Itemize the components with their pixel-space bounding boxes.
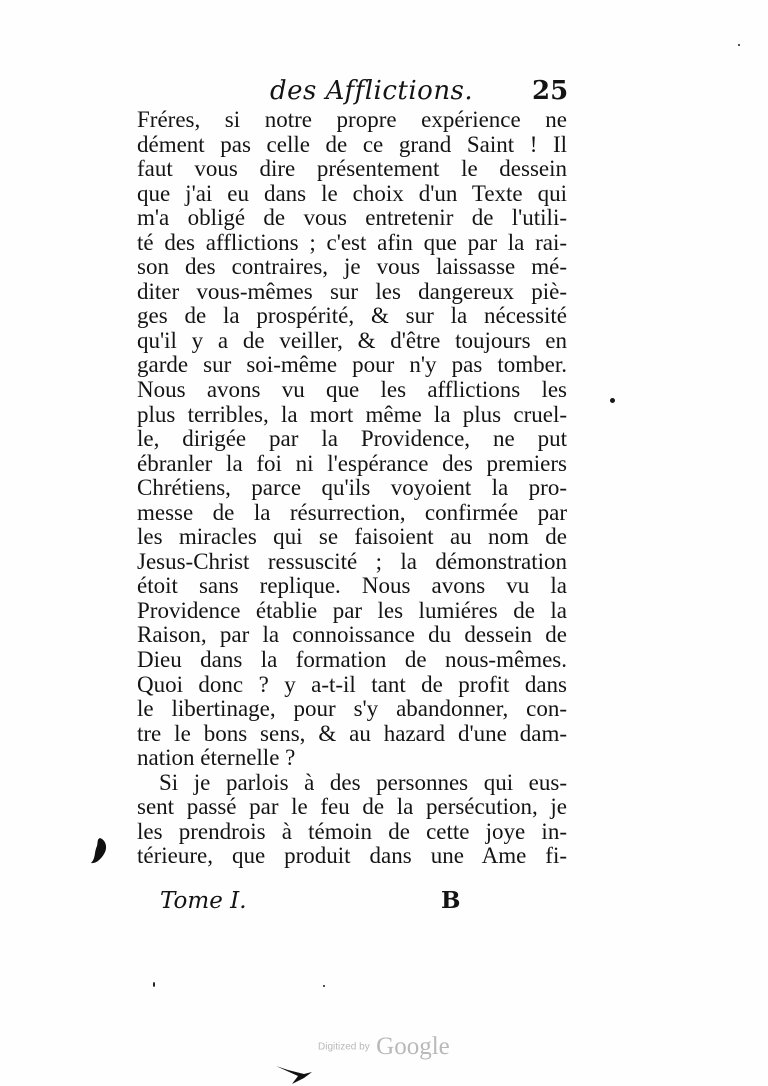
text-line: tre le bons sens, & au hazard d'une dam-: [137, 720, 567, 746]
text-line: Chrétiens, parce qu'ils voyoient la pro-: [137, 475, 567, 501]
page-number: 25: [532, 76, 569, 106]
text-line: Fréres, si notre propre expérience ne: [137, 107, 567, 132]
text-line: dément pas celle de ce grand Saint ! Il: [137, 131, 567, 157]
text-line: garde sur soi-même pour n'y pas tomber.: [137, 352, 567, 378]
text-line: térieure, que produit dans une Ame fi-: [137, 843, 567, 869]
text-line: Dieu dans la formation de nous-mêmes.: [137, 647, 567, 673]
scan-speck: [153, 982, 155, 987]
text-line: ges de la prospérité, & sur la nécessité: [137, 303, 567, 329]
running-head: [140, 74, 570, 108]
text-line: les prendrois à témoin de cette joye in-: [137, 818, 567, 844]
running-title: des Afflictions.: [270, 76, 474, 106]
text-line: étoit sans replique. Nous avons vu la: [137, 573, 567, 599]
text-line: son des contraires, je vous laissasse mé-: [137, 254, 567, 280]
text-line: m'a obligé de vous entretenir de l'utili-: [137, 205, 567, 231]
volume-label: Tome I.: [160, 888, 247, 914]
text-line: diter vous-mêmes sur les dangereux piè-: [137, 278, 567, 304]
text-line: ébranler la foi ni l'espérance des premiers: [137, 450, 567, 476]
page-footer: [160, 886, 470, 916]
text-line: faut vous dire présentement le dessein: [137, 156, 567, 182]
text-line: le libertinage, pour s'y abandonner, con-: [137, 696, 567, 722]
text-line: Nous avons vu que les afflictions les: [137, 377, 567, 403]
google-logo: Google: [376, 1033, 450, 1060]
signature-mark: B: [441, 887, 461, 914]
text-line: Raison, par la connoissance du dessein de: [137, 622, 567, 648]
text-line: Quoi donc ? y a-t-il tant de profit dans: [137, 671, 567, 697]
text-line: Jesus-Christ ressuscité ; la démonstration: [137, 548, 567, 574]
text-line: Providence établie par les lumiéres de la: [137, 597, 567, 623]
text-line: té des afflictions ; c'est afin que par la rai-: [137, 229, 567, 255]
ink-blot: [88, 836, 110, 866]
text-line: nation éternelle ?: [137, 745, 296, 771]
text-line: que j'ai eu dans le choix d'un Texte qui: [137, 180, 567, 206]
text-line: plus terribles, la mort même la plus cruel-: [137, 401, 567, 427]
text-line: Si je parlois à des personnes qui eus-: [159, 769, 567, 795]
text-line: le, dirigée par la Providence, ne put: [137, 426, 567, 452]
text-line: messe de la résurrection, confirmée par: [137, 499, 567, 525]
digitization-watermark: [318, 1033, 450, 1063]
text-line: sent passé par le feu de la persécution, je: [137, 794, 567, 820]
scan-speck: [323, 985, 325, 987]
ink-smear: [274, 1062, 314, 1086]
scan-speck: [738, 44, 740, 46]
scan-speck: [610, 398, 615, 403]
text-line: qu'il y a de veiller, & d'être toujours en: [137, 327, 567, 353]
watermark-prefix: Digitized by: [318, 1041, 370, 1053]
text-line: les miracles qui se faisoient au nom de: [137, 524, 567, 550]
body-text: [137, 108, 567, 869]
